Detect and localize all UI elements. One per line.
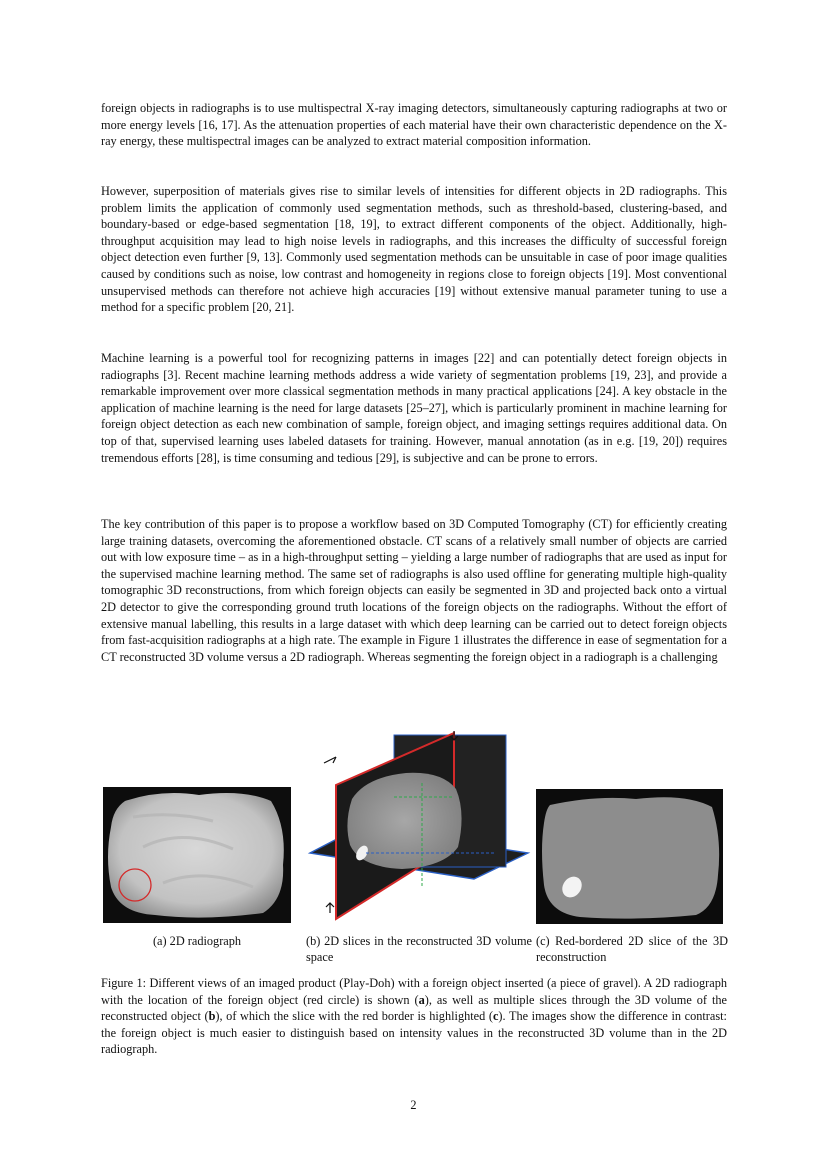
figure-reconstruction-slice-image bbox=[536, 789, 723, 924]
subcaption-b: (b) 2D slices in the reconstructed 3D volume space bbox=[306, 934, 532, 964]
figure-caption: Figure 1: Different views of an imaged product (Play-Doh) with a foreign object inserted (a piece of gravel). A 2D radiograph with the location of the foreign object (red circle) is shown (a), as well as multiple slices through the 3D volume of the reconstructed object (b), of which the slice with the red border is highlighted (c). The images show the difference in contrast: the foreign object is much easier to distinguish based on intensity values in the reconstructed 3D volume than in the 2D radiograph. bbox=[101, 976, 728, 1057]
caption-label-b: b bbox=[208, 1009, 216, 1024]
caption-label-c: c bbox=[492, 1009, 499, 1024]
figure-radiograph-image bbox=[103, 787, 291, 923]
figure-3d-slices-image bbox=[306, 727, 531, 923]
play-doh-silhouette bbox=[108, 793, 284, 918]
subcaption-c: (c) Red-bordered 2D slice of the 3D reconstruction bbox=[536, 934, 728, 964]
subcaption-a: (a) 2D radiograph bbox=[152, 934, 242, 948]
radiograph-svg bbox=[103, 787, 291, 923]
slice-svg bbox=[536, 789, 723, 924]
paragraph-1: foreign objects in radiographs is to use multispectral X-ray imaging detectors, simultaneously capturing radiographs at two or more energy levels [16, 17]. As the attenuation properties of each material have their own characteristic dependence on the X-ray energy, these multispectral images can be analyzed to extract material composition information. bbox=[101, 101, 727, 149]
paragraph-2: However, superposition of materials gives rise to similar levels of intensities for different objects in 2D radiographs. This problem limits the application of commonly used segmentation methods, such as threshold-based, clustering-based, and boundary-based or edge-based segmentation [18, 19], to extract different components of the object. Additionally, high-throughput acquisition may lead to high noise levels in radiographs, and this increases the difficulty of successful foreign object detection even further [9, 13]. Commonly used segmentation methods can be unsuitable in case of poor image qualities caused by conditions such as noise, low contrast and homogeneity in regions close to foreign objects [19]. Most conventional unsupervised methods can therefore not achieve high accuracies [19] without extensive manual parameter tuning to use a method for a specific problem [20, 21]. bbox=[101, 184, 727, 315]
reconstructed-slice bbox=[542, 797, 719, 918]
caption-label-a: a bbox=[418, 992, 425, 1007]
paragraph-4: The key contribution of this paper is to propose a workflow based on 3D Computed Tomography (CT) for efficiently creating large training datasets, overcoming the aforementioned obstacle. CT scans of a relatively small number of objects are carried out with low exposure time – as in a high-throughput setting – yielding a large number of radiographs that are used as input for the supervised machine learning method. The same set of radiographs is also used offline for generating multiple high-quality tomographic 3D reconstructions, from which foreign objects can easily be segmented in 3D and projected back onto a virtual 2D detector to give the corresponding ground truth locations of the foreign objects on the radiographs. Without the effort of extensive manual labelling, this results in a large dataset with which deep learning can be carried out to detect foreign objects from fast-acquisition radiographs at a high rate. The example in Figure 1 illustrates the difference in ease of segmentation for a CT reconstructed 3D volume versus a 2D radiograph. Whereas segmenting the foreign object in a radiograph is a challenging bbox=[101, 517, 727, 664]
page-number: 2 bbox=[410, 1098, 417, 1112]
slices-svg bbox=[306, 727, 531, 923]
paragraph-3: Machine learning is a powerful tool for recognizing patterns in images [22] and can potentially detect foreign objects in radiographs [3]. Recent machine learning methods address a wide variety of segmentation problems [19, 23], and provide a remarkable improvement over more classical segmentation methods in many practical applications [24]. A key obstacle in the application of machine learning is the need for large datasets [25–27], which is particularly prominent in machine learning for foreign object detection as each new combination of sample, foreign object, and imaging settings requires additional data. On top of that, supervised learning uses labeled datasets for training. However, manual annotation (as in e.g. [19, 20]) requires tremendous efforts [28], is time consuming and tedious [29], is subjective and can be prone to errors. bbox=[101, 351, 727, 465]
